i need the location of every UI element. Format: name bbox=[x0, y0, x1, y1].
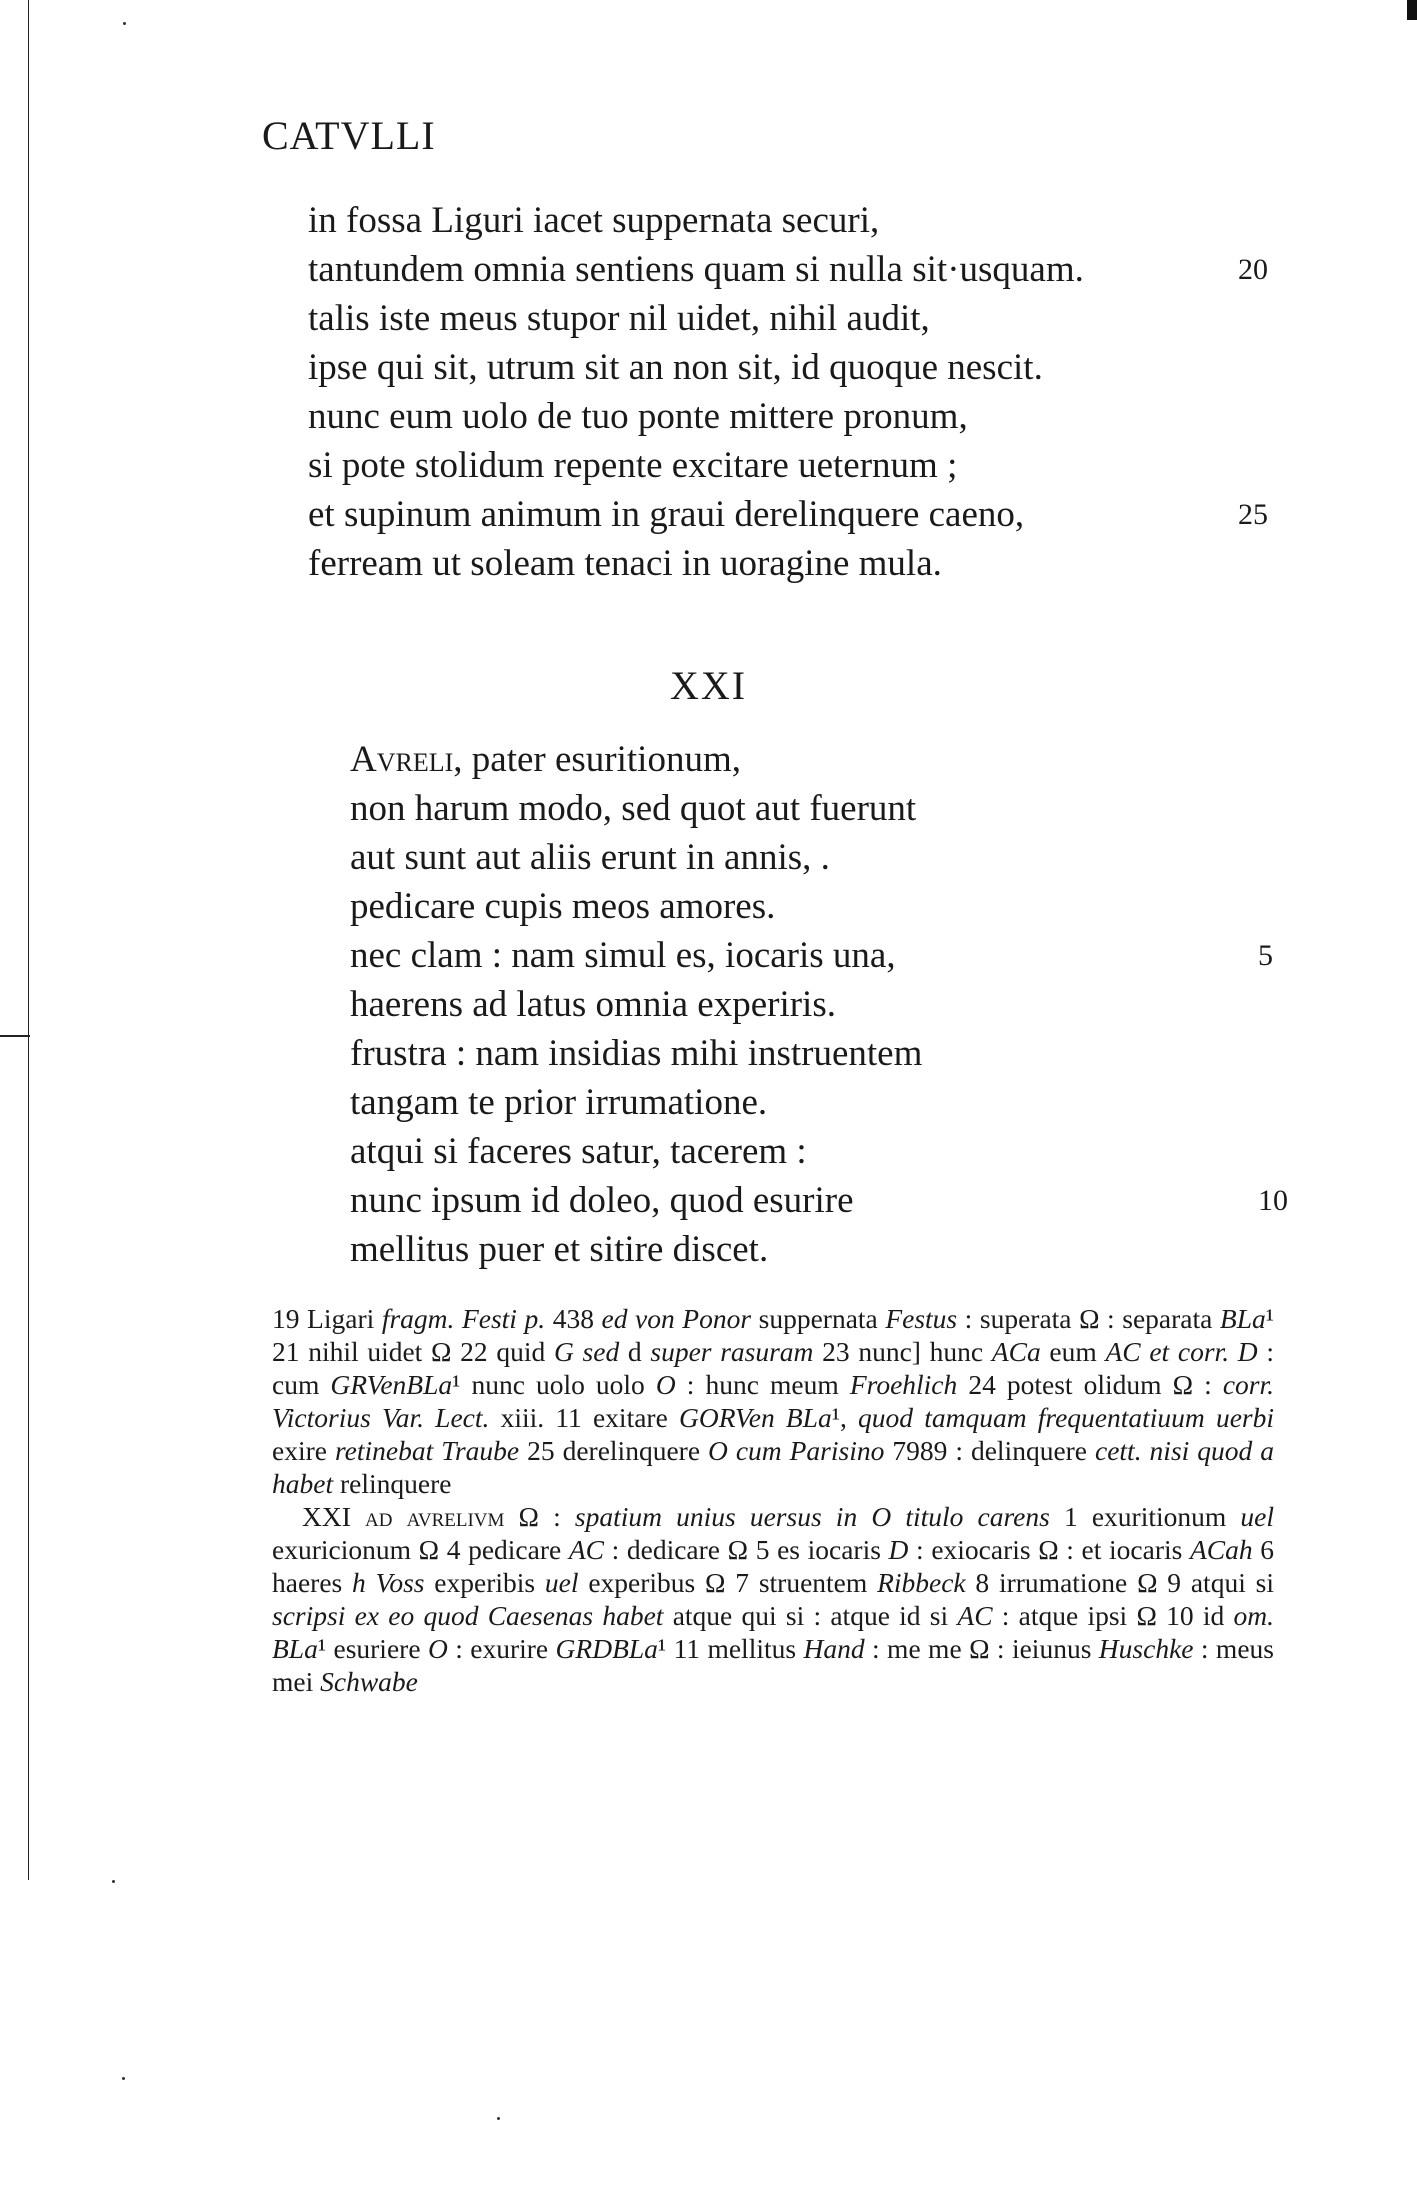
apparatus-italic: O cum Parisino bbox=[708, 1435, 885, 1466]
apparatus-italic: GRDBLa bbox=[555, 1633, 658, 1664]
scan-corner-mark bbox=[1407, 0, 1417, 20]
apparatus-italic: h Voss bbox=[352, 1567, 425, 1598]
apparatus-text: exire bbox=[272, 1435, 335, 1466]
line-number: 10 bbox=[1258, 1184, 1288, 1217]
apparatus-text: : dedicare Ω 5 es iocaris bbox=[603, 1534, 889, 1565]
apparatus-text: ¹, bbox=[831, 1402, 859, 1433]
apparatus-text: 6 haeres bbox=[272, 1534, 1274, 1598]
apparatus-text: XXI bbox=[302, 1501, 366, 1532]
apparatus-italic: GRVenBLa bbox=[330, 1369, 453, 1400]
scan-speck bbox=[123, 22, 126, 25]
apparatus-italic: cett. nisi quod a habet bbox=[272, 1435, 1274, 1499]
poem-xvii-ending bbox=[308, 196, 1308, 588]
apparatus-text: experibus Ω 7 struentem bbox=[578, 1567, 878, 1598]
scan-speck bbox=[497, 2117, 500, 2120]
verse-text: non harum modo, sed quot aut fuerunt bbox=[350, 788, 917, 829]
apparatus-italic: super rasuram bbox=[650, 1336, 814, 1367]
verse-line bbox=[308, 392, 1308, 441]
apparatus-italic: quod tamquam frequentatiuum uerbi bbox=[858, 1402, 1274, 1433]
apparatus-text: ¹ 21 nihil uidet Ω 22 quid bbox=[272, 1303, 1274, 1367]
verse-line bbox=[308, 245, 1308, 294]
apparatus-italic: D bbox=[888, 1534, 909, 1565]
apparatus-text: : exiocaris Ω : et iocaris bbox=[908, 1534, 1190, 1565]
apparatus-text: xiii. 11 exitare bbox=[489, 1402, 679, 1433]
apparatus-text: ¹ 11 mellitus bbox=[657, 1633, 804, 1664]
apparatus-italic: fragm. Festi p. bbox=[381, 1303, 546, 1334]
apparatus-italic: Schwabe bbox=[320, 1666, 418, 1697]
verse-text: tantundem omnia sentiens quam si nulla sit·usquam. bbox=[308, 249, 1084, 290]
verse-text: haerens ad latus omnia experiris. bbox=[350, 984, 836, 1025]
line-number: 20 bbox=[1238, 253, 1268, 286]
apparatus-italic: ACa bbox=[991, 1336, 1041, 1367]
apparatus-poem-xvii bbox=[272, 1302, 1274, 1500]
verse-text: atqui si faceres satur, tacerem : bbox=[350, 1131, 807, 1172]
apparatus-text: 7989 : delinquere bbox=[884, 1435, 1095, 1466]
verse-text: pater esuritionum, bbox=[471, 739, 741, 780]
apparatus-italic: Festus bbox=[885, 1303, 958, 1334]
verse-text: ferream ut soleam tenaci in uoragine mula. bbox=[308, 543, 942, 584]
verse-text: talis iste meus stupor nil uidet, nihil audit, bbox=[308, 298, 930, 339]
verse-text: in fossa Liguri iacet suppernata securi, bbox=[308, 200, 880, 241]
verse-line bbox=[308, 343, 1308, 392]
verse-line bbox=[350, 1225, 1308, 1274]
verse-text: ipse qui sit, utrum sit an non sit, id quoque nescit. bbox=[308, 347, 1043, 388]
apparatus-italic: AC bbox=[957, 1600, 993, 1631]
apparatus-italic: Froehlich bbox=[849, 1369, 958, 1400]
apparatus-text: : exurire bbox=[447, 1633, 556, 1664]
apparatus-italic: Hand bbox=[803, 1633, 865, 1664]
apparatus-text: 19 Ligari bbox=[272, 1303, 382, 1334]
apparatus-poem-xxi bbox=[272, 1500, 1274, 1698]
apparatus-italic: uel bbox=[1240, 1501, 1274, 1532]
apparatus-text: Ω : bbox=[504, 1501, 575, 1532]
apparatus-text: experibis bbox=[424, 1567, 545, 1598]
verse-line bbox=[350, 882, 1308, 931]
verse-text: et supinum animum in graui derelinquere caeno, bbox=[308, 494, 1025, 535]
apparatus-text: ¹ esuriere bbox=[317, 1633, 428, 1664]
critical-apparatus bbox=[272, 1302, 1274, 1698]
apparatus-italic: corr. Victorius Var. Lect. bbox=[272, 1369, 1275, 1433]
apparatus-text: 438 bbox=[545, 1303, 602, 1334]
apparatus-text: d bbox=[619, 1336, 651, 1367]
scan-margin-line bbox=[28, 0, 29, 1880]
verse-text: pedicare cupis meos amores. bbox=[350, 886, 776, 927]
apparatus-text: 23 nunc] hunc bbox=[813, 1336, 992, 1367]
verse-text: si pote stolidum repente excitare ueternum ; bbox=[308, 445, 958, 486]
verse-line bbox=[308, 539, 1308, 588]
verse-line bbox=[350, 980, 1308, 1029]
apparatus-text: : meus mei bbox=[272, 1633, 1274, 1697]
poem-xxi-text bbox=[350, 735, 1308, 1274]
verse-line bbox=[350, 833, 1308, 882]
apparatus-text: : cum bbox=[272, 1336, 1274, 1400]
scan-margin-tick bbox=[0, 1035, 30, 1037]
verse-line bbox=[308, 294, 1308, 343]
apparatus-text: 24 potest olidum Ω : bbox=[957, 1369, 1223, 1400]
verse-text: nunc ipsum id doleo, quod esurire bbox=[350, 1180, 854, 1221]
verse-line bbox=[350, 1127, 1308, 1176]
verse-line bbox=[308, 490, 1308, 539]
running-head: CATVLLI bbox=[262, 113, 436, 158]
verse-line bbox=[308, 196, 1308, 245]
verse-line bbox=[350, 1176, 1308, 1225]
apparatus-italic: BLa bbox=[1219, 1303, 1266, 1334]
apparatus-italic: Ribbeck bbox=[877, 1567, 966, 1598]
verse-text: aut sunt aut aliis erunt in annis, . bbox=[350, 837, 830, 878]
verse-text: nec clam : nam simul es, iocaris una, bbox=[350, 935, 896, 976]
apparatus-text: : atque ipsi Ω 10 id bbox=[992, 1600, 1234, 1631]
apparatus-italic: GORVen BLa bbox=[678, 1402, 832, 1433]
verse-line bbox=[350, 931, 1308, 980]
apparatus-text: : hunc meum bbox=[675, 1369, 850, 1400]
apparatus-italic: ACah bbox=[1189, 1534, 1253, 1565]
apparatus-italic: Huschke bbox=[1098, 1633, 1194, 1664]
apparatus-smallcaps: ad avrelivm bbox=[365, 1501, 505, 1532]
apparatus-italic: AC et corr. D bbox=[1105, 1336, 1258, 1367]
apparatus-text: ¹ nunc uolo uolo bbox=[452, 1369, 656, 1400]
verse-first-word: Avreli, bbox=[350, 739, 463, 780]
verse-line bbox=[350, 735, 1308, 784]
apparatus-text: 8 irrumatione Ω 9 atqui si bbox=[965, 1567, 1274, 1598]
apparatus-text: relinquere bbox=[333, 1468, 452, 1499]
apparatus-italic: retinebat Traube bbox=[334, 1435, 520, 1466]
line-number: 5 bbox=[1258, 939, 1273, 972]
apparatus-italic: O bbox=[427, 1633, 448, 1664]
apparatus-text: eum bbox=[1040, 1336, 1106, 1367]
apparatus-italic: om. BLa bbox=[272, 1600, 1275, 1664]
apparatus-text: 1 exuritionum bbox=[1049, 1501, 1241, 1532]
apparatus-text: : superata Ω : separata bbox=[957, 1303, 1220, 1334]
verse-text: mellitus puer et sitire discet. bbox=[350, 1229, 769, 1270]
apparatus-italic: AC bbox=[568, 1534, 604, 1565]
scan-speck bbox=[122, 2077, 125, 2080]
apparatus-text: atque qui si : atque id si bbox=[663, 1600, 958, 1631]
scan-speck bbox=[112, 1880, 115, 1883]
verse-text: tangam te prior irrumatione. bbox=[350, 1082, 768, 1123]
verse-line bbox=[308, 441, 1308, 490]
verse-line bbox=[350, 784, 1308, 833]
poem-title: XXI bbox=[669, 663, 748, 708]
verse-line bbox=[350, 1078, 1308, 1127]
apparatus-italic: uel bbox=[544, 1567, 579, 1598]
verse-line bbox=[350, 1029, 1308, 1078]
apparatus-italic: scripsi ex eo quod Caesenas habet bbox=[272, 1600, 664, 1631]
apparatus-italic: O bbox=[655, 1369, 676, 1400]
apparatus-text: : me me Ω : ieiunus bbox=[864, 1633, 1099, 1664]
apparatus-italic: spatium unius uersus in O titulo carens bbox=[574, 1501, 1050, 1532]
verse-text: nunc eum uolo de tuo ponte mittere pronum, bbox=[308, 396, 968, 437]
verse-text: frustra : nam insidias mihi instruentem bbox=[350, 1033, 923, 1074]
apparatus-italic: G sed bbox=[553, 1336, 620, 1367]
apparatus-italic: ed von Ponor bbox=[601, 1303, 752, 1334]
line-number: 25 bbox=[1238, 498, 1268, 531]
apparatus-text: 25 derelinquere bbox=[519, 1435, 708, 1466]
apparatus-text: exuricionum Ω 4 pedicare bbox=[272, 1534, 569, 1565]
apparatus-text: suppernata bbox=[751, 1303, 886, 1334]
